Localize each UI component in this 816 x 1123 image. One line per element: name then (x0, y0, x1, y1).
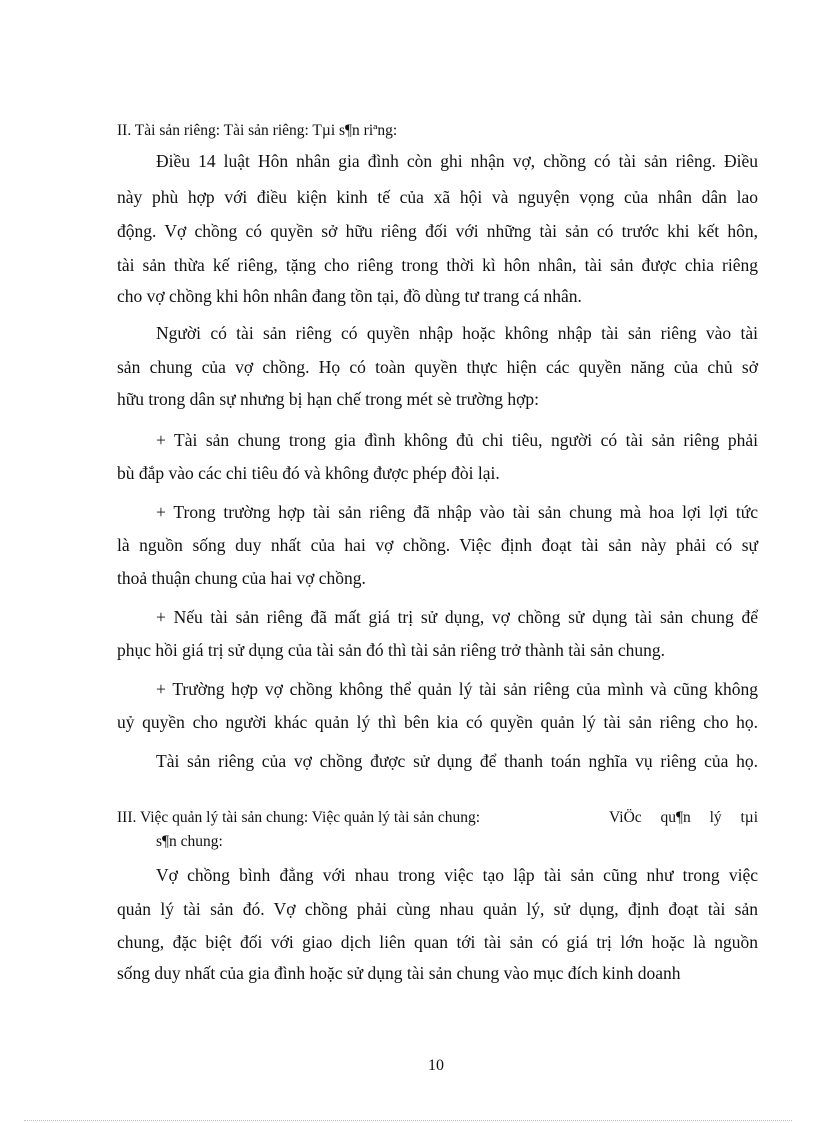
section-3-heading-garbled: ViÖc qu¶n lý tµi (609, 809, 758, 826)
page-number: 10 (428, 1057, 444, 1074)
paragraph-line: phục hồi giá trị sử dụng của tài sản đó thì tài sản riêng trở thành tài sản chung. (117, 640, 665, 660)
footer-divider (24, 1120, 792, 1121)
paragraph-line: hữu trong dân sự nhưng bị hạn chế trong mét sè trường hợp: (117, 389, 539, 409)
paragraph-line: bù đắp vào các chi tiêu đó và không được phép đòi lại. (117, 463, 500, 483)
paragraph-line: quản lý tài sản đó. Vợ chồng phải cùng nhau quản lý, sử dụng, định đoạt tài sản (117, 899, 758, 919)
paragraph-line: Vợ chồng bình đẳng với nhau trong việc tạo lập tài sản cũng như trong việc (156, 865, 758, 885)
paragraph-line: tài sản thừa kế riêng, tặng cho riêng trong thời kì hôn nhân, tài sản được chia riêng (117, 255, 758, 275)
paragraph-line: thoả thuận chung của hai vợ chồng. (117, 568, 366, 588)
paragraph-line: uỷ quyền cho người khác quản lý thì bên kia có quyền quản lý tài sản riêng cho họ. (117, 712, 758, 732)
section-2-heading: II. Tài sản riêng: Tài sản riêng: Tµi s¶n riªng: (117, 122, 398, 139)
paragraph-line: cho vợ chồng khi hôn nhân đang tồn tại, đồ dùng tư trang cá nhân. (117, 286, 582, 306)
paragraph-line: sản chung của vợ chồng. Họ có toàn quyền thực hiện các quyền năng của chủ sở (117, 357, 758, 377)
section-3-heading (117, 808, 758, 828)
paragraph-line: chung, đặc biệt đối với giao dịch liên quan tới tài sản có giá trị lớn hoặc là nguồn (117, 932, 758, 952)
paragraph-line: + Tài sản chung trong gia đình không đủ chi tiêu, người có tài sản riêng phải (156, 430, 758, 450)
paragraph-line: Tài sản riêng của vợ chồng được sử dụng để thanh toán nghĩa vụ riêng của họ. (156, 751, 758, 771)
paragraph-line: sống duy nhất của gia đình hoặc sử dụng tài sản chung vào mục đích kinh doanh (117, 963, 681, 983)
section-3-heading-text: III. Việc quản lý tài sản chung: Việc quản lý tài sản chung: (117, 809, 481, 826)
paragraph-line: + Nếu tài sản riêng đã mất giá trị sử dụng, vợ chồng sử dụng tài sản chung để (156, 607, 758, 627)
paragraph-line: + Trong trường hợp tài sản riêng đã nhập vào tài sản chung mà hoa lợi lợi tức (156, 502, 758, 522)
paragraph-line: Điều 14 luật Hôn nhân gia đình còn ghi nhận vợ, chồng có tài sản riêng. Điều (156, 151, 758, 171)
section-3-heading-continued: s¶n chung: (156, 833, 223, 850)
paragraph-line: là nguồn sống duy nhất của hai vợ chồng. Việc định đoạt tài sản này phải có sự (117, 535, 758, 555)
paragraph-line: này phù hợp với điều kiện kinh tế của xã hội và nguyện vọng của nhân dân lao (117, 187, 758, 207)
paragraph-line: Người có tài sản riêng có quyền nhập hoặc không nhập tài sản riêng vào tài (156, 323, 758, 343)
paragraph-line: động. Vợ chồng có quyền sở hữu riêng đối với những tài sản có trước khi kết hôn, (117, 221, 758, 241)
paragraph-line: + Trường hợp vợ chồng không thể quản lý tài sản riêng của mình và cũng không (156, 679, 758, 699)
